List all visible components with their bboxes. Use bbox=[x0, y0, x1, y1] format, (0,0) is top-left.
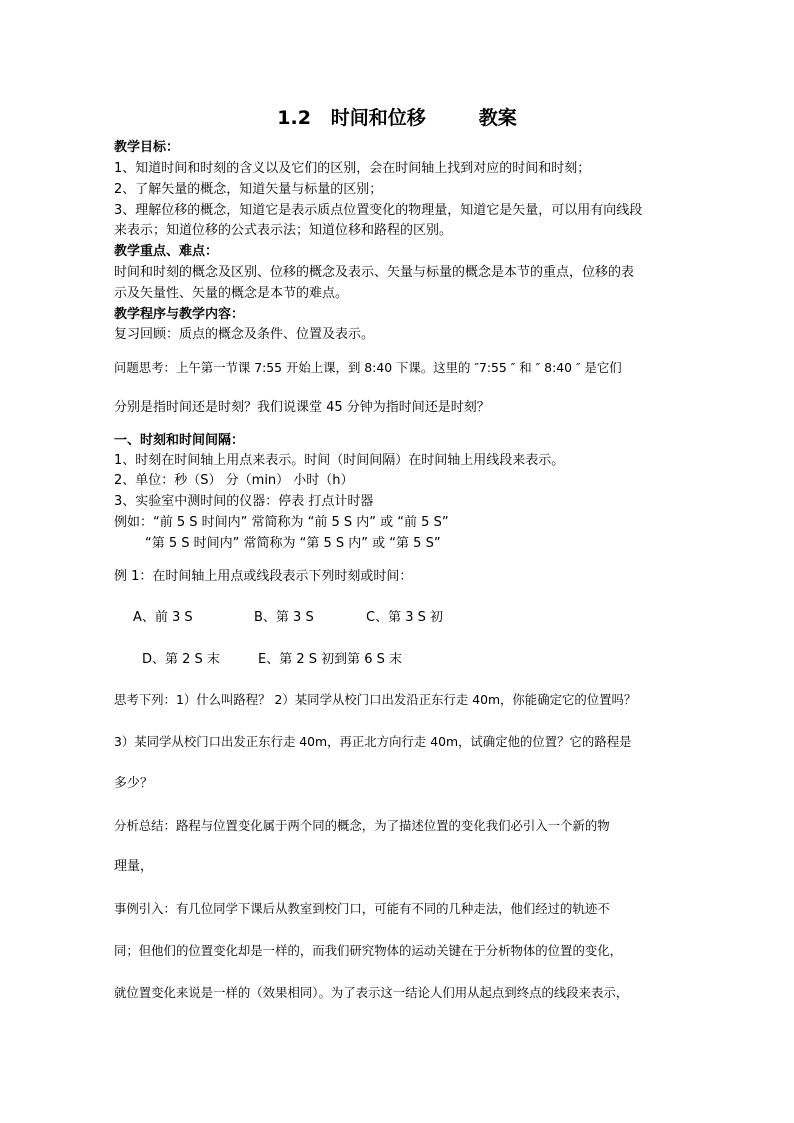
heading-teaching-goals: 教学目标： bbox=[114, 140, 180, 155]
option-b: B、第 3 S bbox=[254, 610, 314, 625]
option-e: E、第 2 S 初到第 6 S 末 bbox=[258, 652, 403, 667]
document-title: 1.2 时间和位移 教案 bbox=[277, 107, 517, 129]
example-1-prompt: 例 1：在时间轴上用点或线段表示下列时刻或时间： bbox=[114, 569, 413, 584]
option-a: A、前 3 S bbox=[133, 610, 193, 625]
key-points-text-cont: 示及矢量性、矢量的概念是本节的难点。 bbox=[114, 286, 349, 301]
example-line-2: “第 5 S 时间内” 常简称为 “第 5 S 内” 或 “第 5 S” bbox=[145, 536, 441, 551]
section1-item-2: 2、单位：秒（S） 分（min） 小时（h） bbox=[114, 473, 354, 488]
case-intro: 事例引入：有几位同学下课后从教室到校门口，可能有不同的几种走法，他们经过的轨迹不 bbox=[114, 901, 610, 916]
example-line-1: 例如：“前 5 S 时间内” 常简称为 “前 5 S 内” 或 “前 5 S” bbox=[114, 515, 449, 530]
case-intro-cont-1: 同；但他们的位置变化却是一样的，而我们研究物体的运动关键在于分析物体的位置的变化， bbox=[114, 943, 623, 958]
goal-3: 3、理解位移的概念，知道它是表示质点位置变化的物理量，知道它是矢量，可以用有向线段 bbox=[114, 203, 643, 218]
heading-procedure: 教学程序与教学内容： bbox=[114, 307, 245, 322]
option-d: D、第 2 S 末 bbox=[142, 652, 220, 667]
key-points-text: 时间和时刻的概念及区别、位移的概念及表示、矢量与标量的概念是本节的重点，位移的表 bbox=[114, 265, 635, 280]
analysis-summary: 分析总结：路程与位置变化属于两个同的概念，为了描述位置的变化我们必引入一个新的物 bbox=[114, 818, 610, 833]
think-question-1: 思考下列：1）什么叫路程？ 2）某同学从校门口出发沿正东行走 40m，你能确定它的位置吗？ bbox=[114, 692, 637, 707]
think-question-2: 3）某同学从校门口出发正东行走 40m，再正北方向行走 40m，试确定他的位置？它的路程是 bbox=[114, 734, 632, 749]
goal-1: 1、知道时间和时刻的含义以及它们的区别，会在时间轴上找到对应的时间和时刻； bbox=[114, 161, 591, 176]
question-text: 问题思考：上午第一节课 7:55 开始上课，到 8:40 下课。这里的 ″7:55 ″ 和 ″ 8:40 ″ 是它们 bbox=[114, 360, 622, 375]
question-text-cont: 分别是指时间还是时刻？我们说课堂 45 分钟为指时间还是时刻？ bbox=[114, 400, 490, 415]
goal-3-cont: 来表示；知道位移的公式表示法；知道位移和路程的区别。 bbox=[114, 223, 453, 238]
section1-item-3: 3、实验室中测时间的仪器：停表 打点计时器 bbox=[114, 494, 374, 509]
section1-item-1: 1、时刻在时间轴上用点来表示。时间（时间间隔）在时间轴上用线段来表示。 bbox=[114, 453, 565, 468]
analysis-summary-cont: 理量， bbox=[114, 859, 154, 874]
case-intro-cont-2: 就位置变化来说是一样的（效果相同）。为了表示这一结论人们用从起点到终点的线段来表示， bbox=[114, 985, 629, 1000]
option-c: C、第 3 S 初 bbox=[366, 610, 443, 625]
section-heading-1: 一、时刻和时间间隔： bbox=[114, 433, 245, 448]
review-text: 复习回顾：质点的概念及条件、位置及表示。 bbox=[114, 327, 375, 342]
goal-2: 2、了解矢量的概念，知道矢量与标量的区别； bbox=[114, 182, 383, 197]
heading-key-points: 教学重点、难点： bbox=[114, 244, 219, 259]
think-question-2-cont: 多少？ bbox=[114, 776, 154, 791]
